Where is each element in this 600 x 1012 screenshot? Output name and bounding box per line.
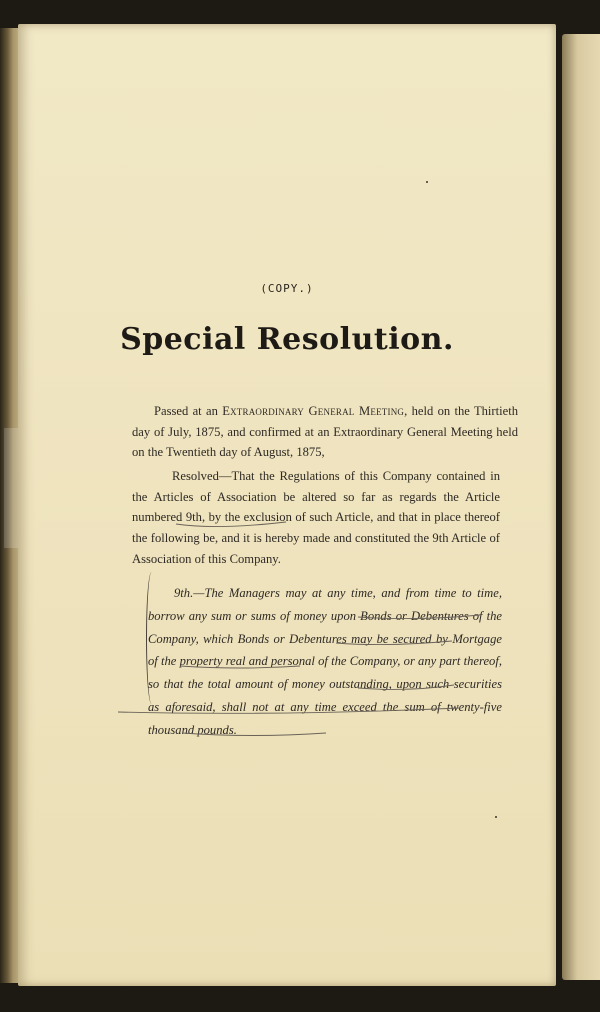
resolution-paragraph: Resolved—That the Regulations of this Company contained in the Articles of Association be altered so far as regards the Article numbered 9th, by the exclusion of such Article, and that in place thereof the following be, and it is hereby made and constituted the 9th Article of Association of this Company. [132,469,500,566]
copy-label: (COPY.) [260,282,314,295]
page-title: Special Resolution. [120,322,454,357]
meeting-lead: Passed at an [154,404,223,418]
meeting-paragraph [132,401,518,463]
article-paragraph: 9th.—The Managers may at any time, and from time to time, borrow any sum or sums of money upon Bonds or Debentures of the Company, which Bonds or Debentures may be secured by Mortgage of the property real and personal of the Company, or any part thereof, so that the total amount of money outstanding, upon such securities as aforesaid, shall not at any time exceed the sum of twenty-five thousand pounds. [148,586,502,737]
meeting-details: , held on the Thirtieth day of July, 1875, and confirmed at an Extraordinary General Meeting held on the Twentieth day of August, 1875, [132,404,519,460]
ink-speck [495,816,497,818]
meeting-type: Extraordinary General Meeting [222,404,405,418]
ink-speck [426,181,428,183]
document-page [18,24,556,986]
next-page-edge [562,34,600,980]
